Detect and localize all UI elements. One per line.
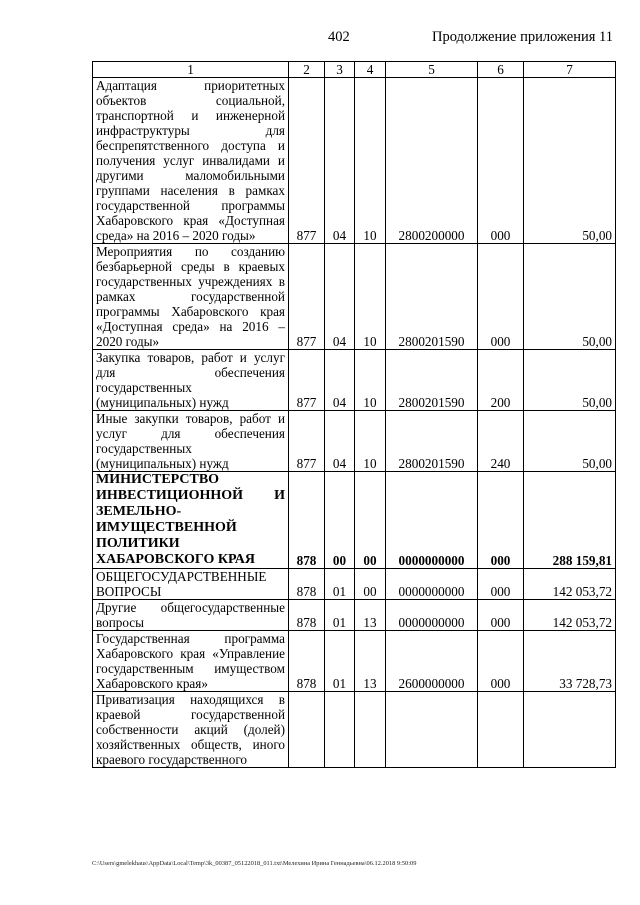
- amount: 142 053,72: [524, 600, 616, 631]
- section-code: 04: [325, 78, 355, 244]
- page-number: 402: [328, 29, 350, 45]
- table-row: [93, 411, 616, 472]
- amount: 288 159,81: [524, 472, 616, 569]
- section-code: 04: [325, 244, 355, 350]
- expense-type-code: 240: [478, 411, 524, 472]
- grbs-code: 878: [289, 600, 325, 631]
- amount: 142 053,72: [524, 569, 616, 600]
- section-code: [325, 692, 355, 768]
- section-code: 00: [325, 472, 355, 569]
- section-code: 01: [325, 600, 355, 631]
- subsection-code: [355, 692, 386, 768]
- table-row: [93, 692, 616, 768]
- table-row: [93, 631, 616, 692]
- target-item-code: 0000000000: [386, 569, 478, 600]
- section-code: 04: [325, 350, 355, 411]
- expense-type-code: 000: [478, 569, 524, 600]
- column-number: 5: [386, 62, 478, 78]
- amount: 50,00: [524, 350, 616, 411]
- row-name: Государственная программа Хабаровского края «Управление государственным имуществом Хабаровского края»: [93, 631, 289, 692]
- subsection-code: 10: [355, 78, 386, 244]
- expense-type-code: 000: [478, 472, 524, 569]
- amount: [524, 692, 616, 768]
- appendix-label: Продолжение приложения 11: [432, 29, 614, 45]
- expense-type-code: [478, 692, 524, 768]
- subsection-code: 10: [355, 411, 386, 472]
- grbs-code: 877: [289, 78, 325, 244]
- target-item-code: 2800201590: [386, 411, 478, 472]
- amount: 33 728,73: [524, 631, 616, 692]
- budget-table: [92, 61, 616, 768]
- column-number: 1: [93, 62, 289, 78]
- column-number-row: [93, 62, 616, 78]
- target-item-code: 2800200000: [386, 78, 478, 244]
- column-number: 3: [325, 62, 355, 78]
- column-number: 6: [478, 62, 524, 78]
- amount: 50,00: [524, 244, 616, 350]
- row-name: Закупка товаров, работ и услуг для обеспечения государственных (муниципальных) нужд: [93, 350, 289, 411]
- grbs-code: 878: [289, 569, 325, 600]
- grbs-code: [289, 692, 325, 768]
- subsection-code: 10: [355, 244, 386, 350]
- target-item-code: 2800201590: [386, 350, 478, 411]
- expense-type-code: 000: [478, 600, 524, 631]
- column-number: 4: [355, 62, 386, 78]
- row-name: Иные закупки товаров, работ и услуг для обеспечения государственных (муниципальных) нужд: [93, 411, 289, 472]
- section-code: 01: [325, 569, 355, 600]
- expense-type-code: 200: [478, 350, 524, 411]
- grbs-code: 877: [289, 350, 325, 411]
- section-code: 04: [325, 411, 355, 472]
- subsection-code: 13: [355, 631, 386, 692]
- row-name: Адаптация приоритетных объектов социальной, транспортной и инженерной инфраструктуры для беспрепятственного доступа и получения услуг инвалидами и другими маломобильными группами населения в рамках государственной программы Хабаровского края «Доступная среда» на 2016 – 2020 годы»: [93, 78, 289, 244]
- grbs-code: 878: [289, 631, 325, 692]
- expense-type-code: 000: [478, 631, 524, 692]
- amount: 50,00: [524, 78, 616, 244]
- table-row: [93, 244, 616, 350]
- grbs-code: 877: [289, 411, 325, 472]
- target-item-code: [386, 692, 478, 768]
- footer-file-path: C:\Users\gmelekhaus\AppData\Local\Temp\3k_00387_05122018_011.txt\Мелехина Ирина Геннадьевна\06.12.2018 9:50:09: [92, 860, 417, 867]
- subsection-code: 00: [355, 569, 386, 600]
- table-row: [93, 600, 616, 631]
- row-name: Приватизация находящихся в краевой государственной собственности акций (долей) хозяйственных обществ, иного краевого государственного: [93, 692, 289, 768]
- target-item-code: 0000000000: [386, 600, 478, 631]
- table-row: [93, 569, 616, 600]
- row-name: ОБЩЕГОСУДАРСТВЕННЫЕ ВОПРОСЫ: [93, 569, 289, 600]
- section-code: 01: [325, 631, 355, 692]
- subsection-code: 13: [355, 600, 386, 631]
- grbs-code: 878: [289, 472, 325, 569]
- row-name: МИНИСТЕРСТВО ИНВЕСТИЦИОННОЙ И ЗЕМЕЛЬНО-ИМУЩЕСТВЕННОЙ ПОЛИТИКИ ХАБАРОВСКОГО КРАЯ: [93, 472, 289, 569]
- grbs-code: 877: [289, 244, 325, 350]
- subsection-code: 10: [355, 350, 386, 411]
- ministry-row: [93, 472, 616, 569]
- amount: 50,00: [524, 411, 616, 472]
- expense-type-code: 000: [478, 78, 524, 244]
- table-row: [93, 78, 616, 244]
- target-item-code: 2600000000: [386, 631, 478, 692]
- table-row: [93, 350, 616, 411]
- target-item-code: 0000000000: [386, 472, 478, 569]
- target-item-code: 2800201590: [386, 244, 478, 350]
- expense-type-code: 000: [478, 244, 524, 350]
- row-name: Другие общегосударственные вопросы: [93, 600, 289, 631]
- row-name: Мероприятия по созданию безбарьерной среды в краевых государственных учреждениях в рамках государственной программы Хабаровского края «Доступная среда» на 2016 – 2020 годы»: [93, 244, 289, 350]
- column-number: 7: [524, 62, 616, 78]
- subsection-code: 00: [355, 472, 386, 569]
- column-number: 2: [289, 62, 325, 78]
